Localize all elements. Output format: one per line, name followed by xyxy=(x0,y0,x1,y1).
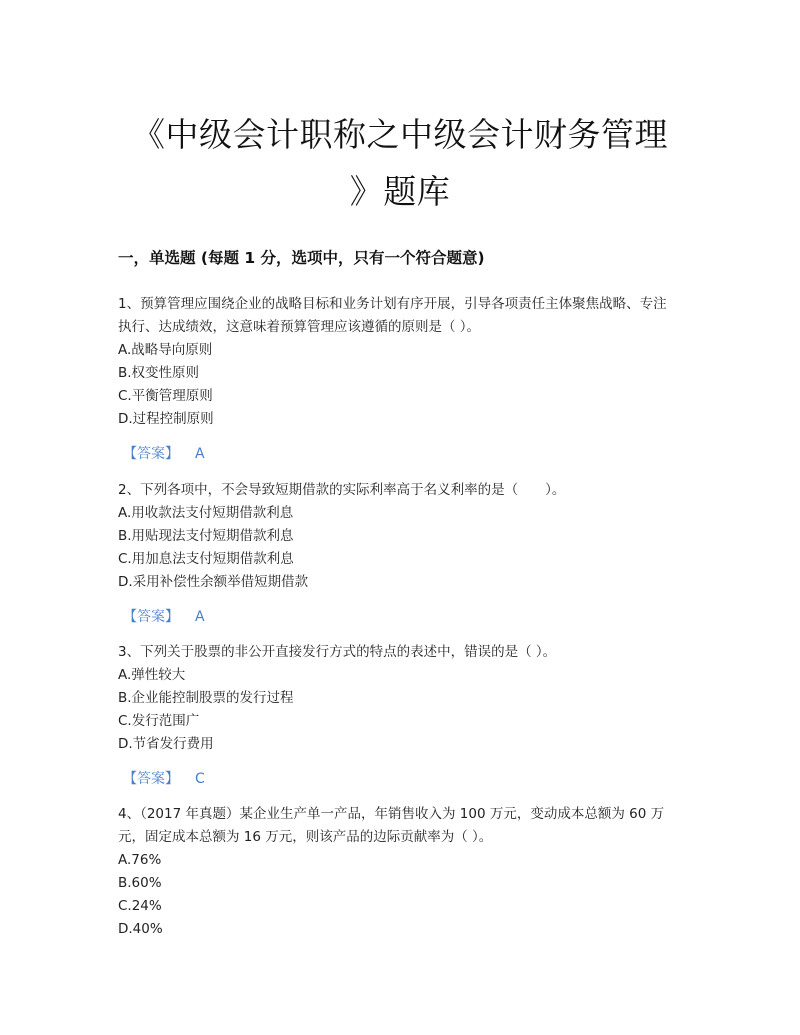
option-c: C.发行范围广 xyxy=(118,713,200,729)
option-b: B.用贴现法支付短期借款利息 xyxy=(118,528,294,544)
answer-label: 【答案】 xyxy=(123,609,179,625)
question-text: 1、预算管理应围绕企业的战略目标和业务计划有序开展，引导各项责任主体聚焦战略、专注执行、达成绩效，这意味着预算管理应该遵循的原则是（ ）。 xyxy=(118,296,667,335)
question-2 xyxy=(118,479,678,594)
option-d: D.采用补偿性余额举借短期借款 xyxy=(118,574,309,590)
title-line-1: 《中级会计职称之中级会计财务管理 xyxy=(132,115,668,154)
title-line-2: 》题库 xyxy=(349,172,451,211)
option-d: D.节省发行费用 xyxy=(118,736,214,752)
question-1 xyxy=(118,293,678,431)
question-3 xyxy=(118,641,678,756)
option-c: C.平衡管理原则 xyxy=(118,388,213,404)
answer-value: A xyxy=(195,609,205,625)
document-title xyxy=(100,106,700,220)
answer-1 xyxy=(123,443,205,463)
option-c: C.用加息法支付短期借款利息 xyxy=(118,551,294,567)
option-c: C.24% xyxy=(118,898,162,914)
answer-3 xyxy=(123,768,205,788)
option-b: B.60% xyxy=(118,875,162,891)
question-4 xyxy=(118,803,678,941)
answer-label: 【答案】 xyxy=(123,771,179,787)
answer-value: A xyxy=(195,446,205,462)
question-text: 2、下列各项中，不会导致短期借款的实际利率高于名义利率的是（ ）。 xyxy=(118,482,566,498)
option-d: D.过程控制原则 xyxy=(118,411,214,427)
option-a: A.战略导向原则 xyxy=(118,342,213,358)
question-text: 4、（2017 年真题）某企业生产单一产品，年销售收入为 100 万元，变动成本总额为 60 万元，固定成本总额为 16 万元，则该产品的边际贡献率为（ ）。 xyxy=(118,806,665,845)
option-b: B.权变性原则 xyxy=(118,365,200,381)
answer-2 xyxy=(123,606,205,626)
answer-label: 【答案】 xyxy=(123,446,179,462)
option-a: A.76% xyxy=(118,852,162,868)
option-a: A.弹性较大 xyxy=(118,667,186,683)
option-a: A.用收款法支付短期借款利息 xyxy=(118,505,294,521)
option-d: D.40% xyxy=(118,921,163,937)
question-text: 3、下列关于股票的非公开直接发行方式的特点的表述中，错误的是（ ）。 xyxy=(118,644,557,660)
answer-value: C xyxy=(195,771,205,787)
option-b: B.企业能控制股票的发行过程 xyxy=(118,690,294,706)
section-heading: 一，单选题 (每题 1 分，选项中，只有一个符合题意) xyxy=(118,249,485,267)
